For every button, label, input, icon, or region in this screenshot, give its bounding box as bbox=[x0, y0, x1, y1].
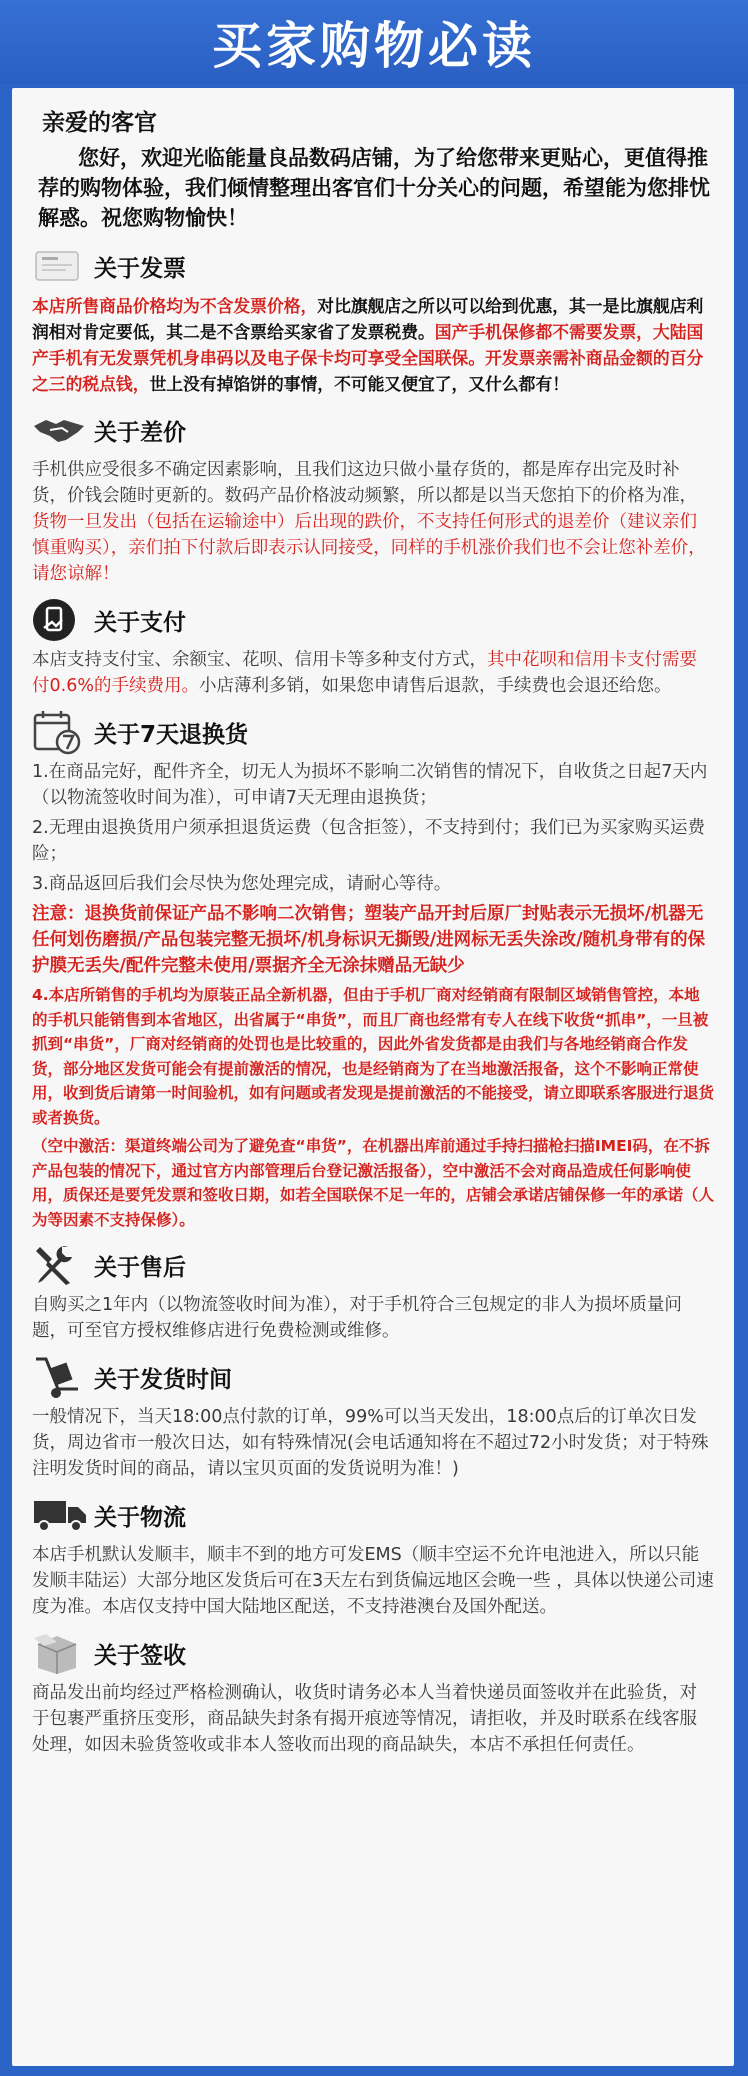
section-title: 关于发票 bbox=[94, 255, 186, 282]
invoice-black-1: 对比旗舰店之所以可以给到优惠，其一是比旗舰店利润相对肯定要低，其二是不含票给买家省了发票税费。 bbox=[32, 296, 704, 342]
section-title: 关于7天退换货 bbox=[94, 721, 249, 748]
section-returns bbox=[32, 709, 714, 1232]
aftersale-text: 自购买之1年内（以物流签收时间为准），对于手机符合三包规定的非人为损坏质量问题，可至官方授权维修店进行免费检测或维修。 bbox=[32, 1295, 682, 1341]
payment-gray-2: 小店薄利多销，如果您申请售后退款，手续费也会退还给您。 bbox=[198, 676, 672, 696]
section-title: 关于发货时间 bbox=[94, 1366, 232, 1393]
returns-item-4: 4.本店所销售的手机均为原装正品全新机器，但由于手机厂商对经销商有限制区域销售管控，本地的手机只能销售到本省地区，出省属于“串货”，而且厂商也经常有专人在线下收货“抓串”，一旦被抓到“串货”，厂商对经销商的处罚也是比较重的，因此外省发货都是由我们与各地经销商合作发货，部分地区发货可能会有提前激活的情况，也是经销商为了在当地激活报备，这个不影响正常使用，收到货后请第一时间验机，如有问题或者发现是提前激活的不能接受，请立即联系客服进行退货或者换货。 bbox=[32, 986, 715, 1127]
section-price bbox=[32, 407, 714, 587]
greeting-text: 您好，欢迎光临能量良品数码店铺，为了给您带来更贴心，更值得推荐的购物体验，我们倾情整理出客官们十分关心的问题，希望能为您排忧解惑。祝您购物愉快！ bbox=[38, 146, 710, 230]
wrench-screwdriver-icon bbox=[32, 1242, 88, 1288]
price-gray-1: 手机供应受很多不确定因素影响，且我们这边只做小量存货的，都是库存出完及时补货，价钱会随时更新的。数码产品价格波动频繁，所以都是以当天您拍下的价格为准， bbox=[32, 460, 697, 506]
logistics-text: 本店手机默认发顺丰，顺丰不到的地方可发EMS（顺丰空运不允许电池进入，所以只能发顺丰陆运）大部分地区发货后可在3天左右到货偏远地区会晚一些 ，具体以快递公司速度为准。本店仅支持中国大陆地区配送，不支持港澳台及国外配送。 bbox=[32, 1545, 714, 1617]
page-header bbox=[0, 0, 748, 84]
page-title: 买家购物必读 bbox=[212, 17, 536, 75]
invoice-text bbox=[32, 293, 714, 397]
payment-gray-1: 本店支持支付宝、余额宝、花呗、信用卡等多种支付方式， bbox=[32, 650, 487, 670]
invoice-red-1: 本店所售商品价格均为不含发票价格， bbox=[32, 296, 318, 316]
returns-item-1: 1.在商品完好，配件齐全，切无人为损坏不影响二次销售的情况下，自收货之日起7天内（以物流签收时间为准），可申请7天无理由退换货； bbox=[32, 762, 708, 808]
section-signing bbox=[32, 1630, 714, 1758]
returns-activation: （空中激活：渠道终端公司为了避免查“串货”，在机器出库前通过手持扫描枪扫描IMEI码，在不拆产品包装的情况下，通过官方内部管理后台登记激活报备），空中激活不会对商品造成任何影响使用，质保还是要凭发票和签收日期，如若全国联保不足一年的，店铺会承诺店铺保修一年的承诺（人为等因素不支持保修）。 bbox=[32, 1137, 715, 1229]
returns-notice: 注意：退换货前保证产品不影响二次销售；塑装产品开封后原厂封贴表示无损坏/机器无任何划伤磨损/产品包装完整无损坏/机身标识无撕毁/进网标无丢失涂改/随机身带有的保护膜无丢失/配件完整未使用/票据齐全无涂抹赠品无缺少 bbox=[32, 904, 706, 976]
package-icon bbox=[32, 1630, 88, 1676]
section-title: 关于物流 bbox=[94, 1504, 186, 1531]
handshake-icon bbox=[32, 407, 88, 453]
section-title: 关于支付 bbox=[94, 609, 186, 636]
section-title: 关于签收 bbox=[94, 1642, 186, 1669]
calendar-7-icon bbox=[32, 709, 88, 755]
section-payment bbox=[32, 597, 714, 699]
section-title: 关于售后 bbox=[94, 1254, 186, 1281]
invoice-red-2: 国产手机保修都不需要发票，大陆国产手机有无发票凭机身串码以及电子保卡均可享受全国联保。开发票亲需补商品金额的百分之三的税点钱， bbox=[32, 322, 704, 394]
payment-red-1: 其中花呗和信用卡支付需要付0.6%的手续费用。 bbox=[32, 650, 697, 696]
returns-item-3: 3.商品返回后我们会尽快为您处理完成，请耐心等待。 bbox=[32, 874, 452, 894]
shipping-text: 一般情况下，当天18:00点付款的订单，99%可以当天发出，18:00点后的订单次日发货，周边省市一般次日达，如有特殊情况(会电话通知将在不超过72小时发货；对于特殊注明发货时间的商品，请以宝贝页面的发货说明为准！) bbox=[32, 1407, 709, 1479]
returns-item-2: 2.无理由退换货用户须承担退货运费（包含拒签），不支持到付；我们已为买家购买运费险； bbox=[32, 818, 705, 864]
price-text bbox=[32, 457, 714, 587]
hand-truck-icon bbox=[32, 1354, 88, 1400]
price-red-1: 货物一旦发出（包括在运输途中）后出现的跌价，不支持任何形式的退差价（建议亲们慎重购买），亲们拍下付款后即表示认同接受，同样的手机涨价我们也不会让您补差价，请您谅解！ bbox=[32, 512, 706, 584]
truck-icon bbox=[32, 1492, 88, 1538]
invoice-icon bbox=[32, 243, 88, 289]
greeting-title: 亲爱的客官 bbox=[42, 110, 157, 136]
payment-text bbox=[32, 647, 714, 699]
invoice-black-2: 世上没有掉馅饼的事情，不可能又便宜了，又什么都有！ bbox=[149, 374, 570, 394]
section-title: 关于差价 bbox=[94, 419, 186, 446]
section-shipping bbox=[32, 1354, 714, 1482]
notice-card bbox=[12, 88, 734, 2066]
section-invoice bbox=[32, 243, 714, 397]
section-aftersale bbox=[32, 1242, 714, 1344]
signing-text: 商品发出前均经过严格检测确认，收货时请务必本人当着快递员面签收并在此验货，对于包裹严重挤压变形，商品缺失封条有揭开痕迹等情况，请拒收，并及时联系在线客服处理，如因未验货签收或非本人签收而出现的商品缺失，本店不承担任何责任。 bbox=[32, 1683, 697, 1755]
payment-icon bbox=[32, 597, 88, 643]
section-logistics bbox=[32, 1492, 714, 1620]
